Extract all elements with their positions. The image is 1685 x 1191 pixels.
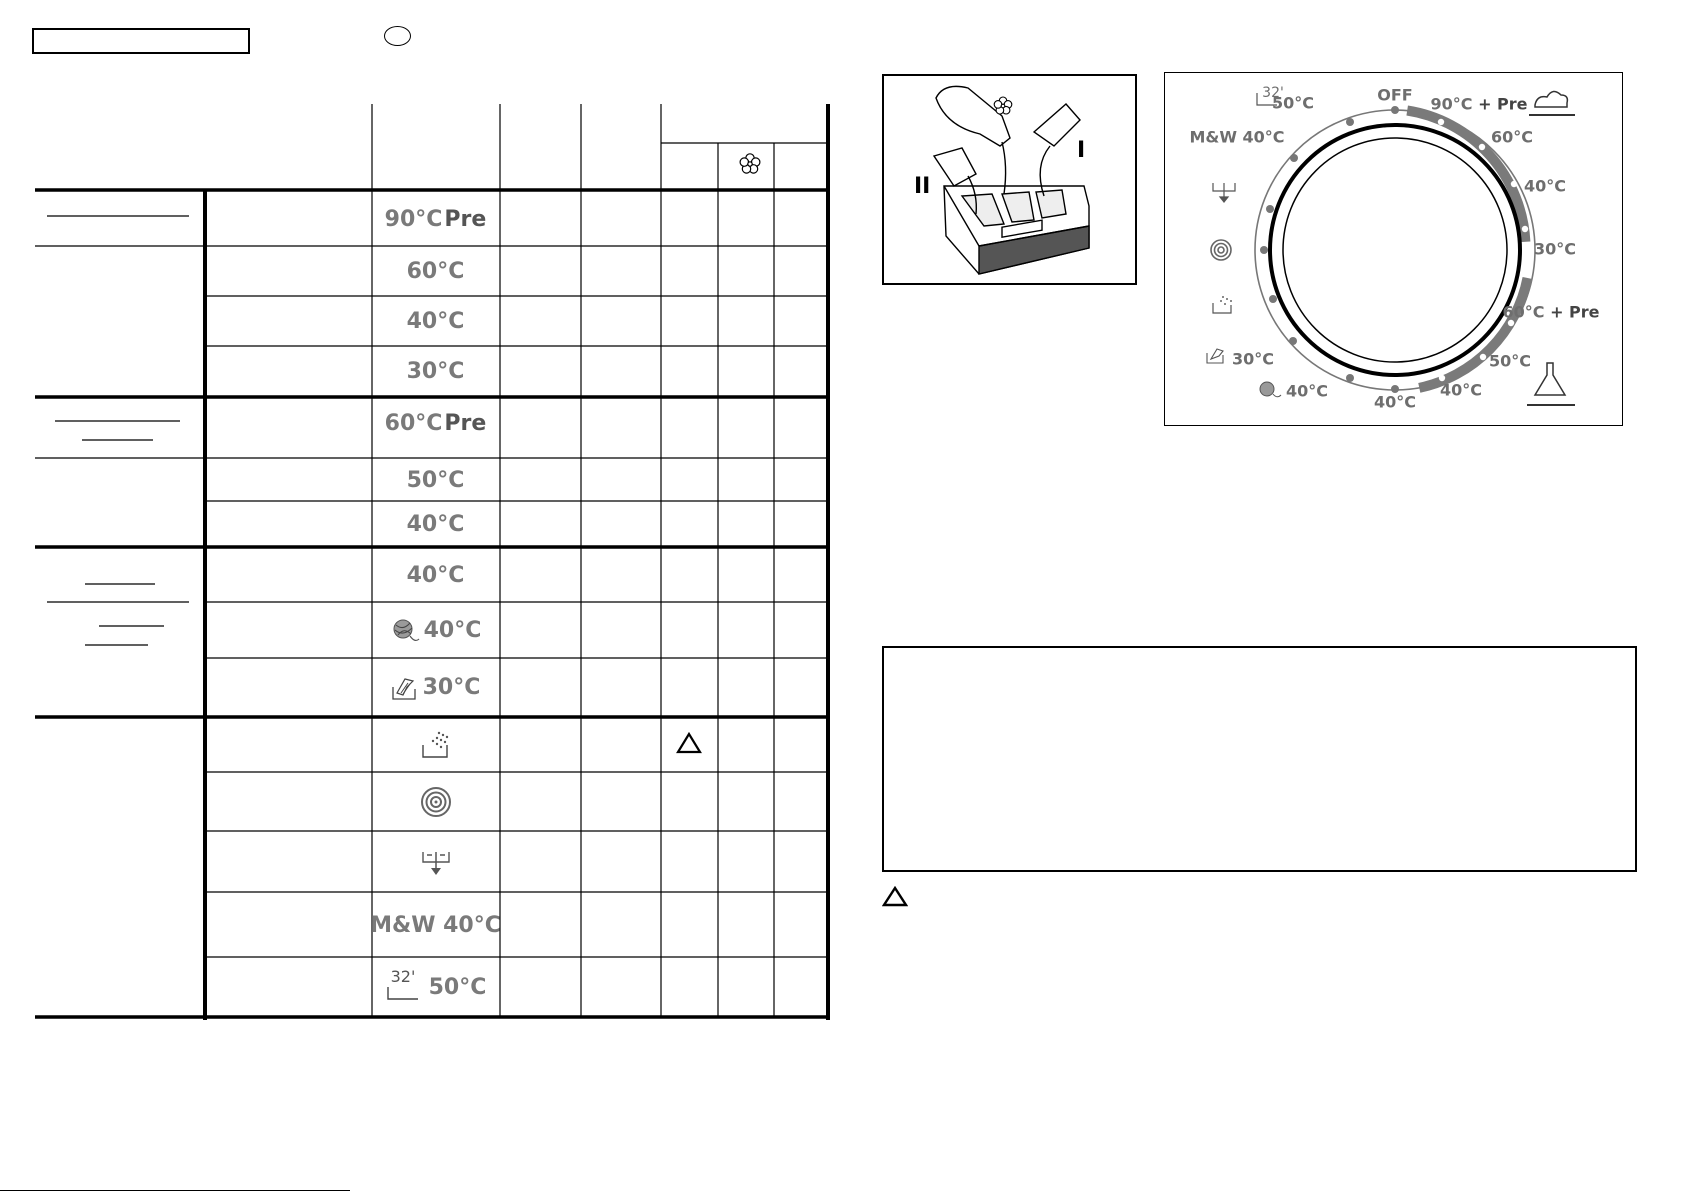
dial-label-off: OFF xyxy=(1377,85,1413,105)
note-box xyxy=(882,646,1637,872)
dial-label-40: 40°C xyxy=(1523,176,1567,196)
flower-softener-icon xyxy=(740,154,760,173)
dial-temp: 60°C xyxy=(1502,302,1545,322)
drain-icon xyxy=(420,846,452,878)
program-50 xyxy=(372,460,499,500)
program-temp: 30°C xyxy=(406,358,465,384)
program-temp: 40°C xyxy=(406,511,465,537)
program-drain xyxy=(372,833,499,891)
program-spin xyxy=(372,774,499,830)
program-temp: 30°C xyxy=(422,675,481,700)
dial-label-quick-minutes: 32' xyxy=(1262,85,1284,101)
rinse-icon xyxy=(1213,296,1232,313)
dial-label-hand-30: 30°C xyxy=(1231,349,1275,369)
program-60-pre xyxy=(372,400,499,446)
dial-label-quick-50: 50°C xyxy=(1271,93,1315,113)
program-temp: 90°C xyxy=(384,206,443,232)
dial-label-wool-40: 40°C xyxy=(1285,381,1329,401)
program-temp: 60°C xyxy=(406,258,465,284)
program-quick-50 xyxy=(372,959,499,1015)
dial-label-60-pre xyxy=(1502,303,1599,322)
dial-label-30: 30°C xyxy=(1533,239,1577,259)
dial-label-60: 60°C xyxy=(1490,127,1534,147)
detergent-dispenser-figure xyxy=(882,74,1137,285)
program-temp: M&W 40°C xyxy=(370,912,501,938)
dial-pre: + Pre xyxy=(1550,302,1600,322)
program-40-b xyxy=(372,503,499,545)
program-temp: 40°C xyxy=(406,562,465,588)
hand-wash-icon xyxy=(391,675,419,701)
program-temp: 40°C xyxy=(423,617,482,643)
programme-dial-panel xyxy=(1164,72,1623,426)
dial-temp: 90°C xyxy=(1430,94,1473,114)
dial-label-50: 50°C xyxy=(1488,351,1532,371)
dial-label-40-syn: 40°C xyxy=(1439,380,1483,400)
warning-triangle-icon xyxy=(678,734,700,752)
cotton-boil-icon xyxy=(1529,91,1575,115)
dial-label-90-pre xyxy=(1430,95,1527,114)
program-pre: Pre xyxy=(444,206,487,232)
program-temp: 50°C xyxy=(406,467,465,493)
spin-icon xyxy=(420,786,452,818)
compartment-label-I: I xyxy=(1077,138,1086,163)
program-60 xyxy=(372,248,499,294)
program-temp: 40°C xyxy=(406,308,465,334)
spin-icon xyxy=(1211,240,1231,260)
program-mw-40 xyxy=(372,894,499,956)
program-40-c xyxy=(372,550,499,600)
hand-wash-icon xyxy=(1207,349,1223,363)
program-30 xyxy=(372,348,499,394)
quick-minutes: 32' xyxy=(390,967,416,986)
drain-icon xyxy=(1213,183,1235,202)
dial-pre: + Pre xyxy=(1478,94,1528,114)
quick-32-icon xyxy=(385,969,425,1005)
dial-label-40-delicate: 40°C xyxy=(1373,392,1417,412)
dial-label-mw-40: M&W 40°C xyxy=(1189,127,1285,147)
rinse-icon xyxy=(419,729,453,761)
program-pre: Pre xyxy=(444,410,487,436)
compartment-label-II: II xyxy=(914,174,931,199)
flower-softener-icon xyxy=(994,97,1012,114)
wool-yarn-icon xyxy=(390,615,420,645)
warning-triangle-icon xyxy=(882,886,908,908)
program-hand-30 xyxy=(372,660,499,715)
program-temp: 50°C xyxy=(428,974,487,1000)
program-wool-40 xyxy=(372,604,499,656)
wool-yarn-icon xyxy=(1260,382,1281,397)
program-40 xyxy=(372,298,499,344)
program-90-pre xyxy=(372,194,499,244)
synthetic-flask-icon xyxy=(1527,363,1575,405)
program-temp: 60°C xyxy=(384,410,443,436)
program-rinse xyxy=(372,719,499,771)
